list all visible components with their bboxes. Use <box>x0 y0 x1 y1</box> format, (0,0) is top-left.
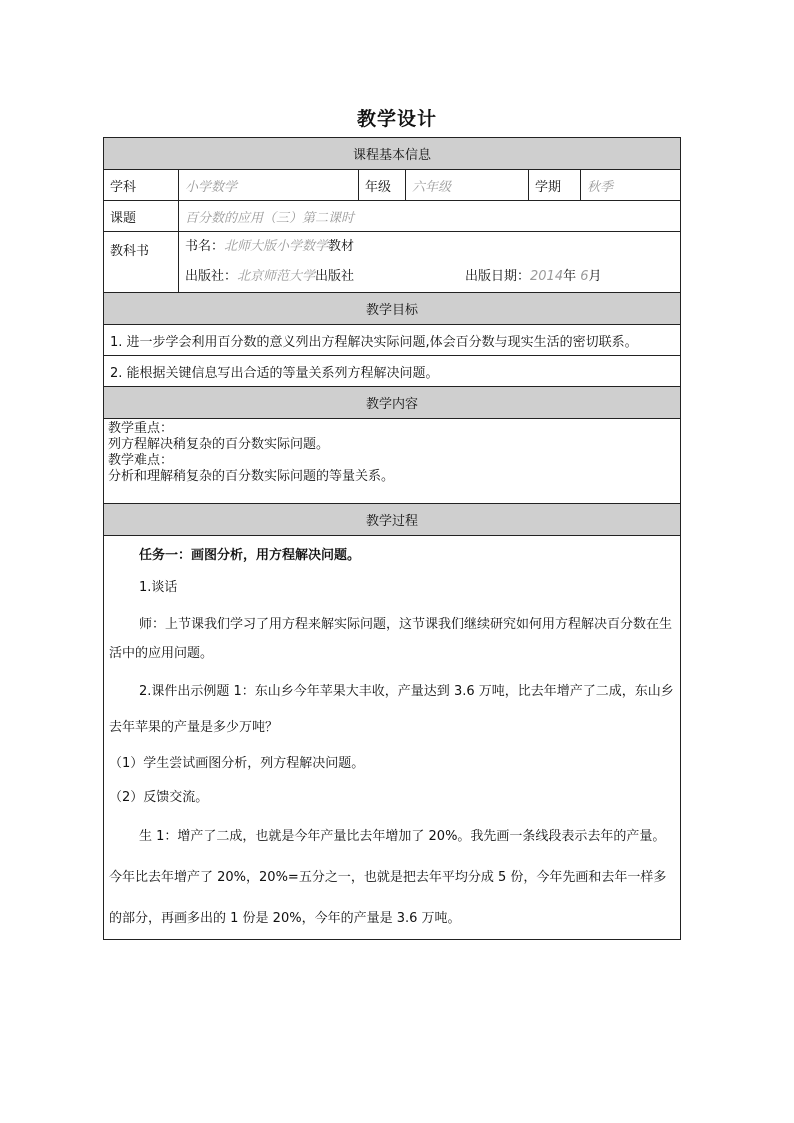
book-name-prefix: 书名： <box>185 239 225 254</box>
textbook-label: 教科书 <box>104 232 179 293</box>
section-header-process: 教学过程 <box>104 504 681 536</box>
book-name-value: 北师大版小学数学 <box>224 239 329 254</box>
sub-step-1: （1）学生尝试画图分析，列方程解决问题。 <box>109 756 365 771</box>
process-cell <box>104 536 681 940</box>
student-1-paragraph: 生 1：增产了二成，也就是今年产量比去年增加了 20%。我先画一条线段表示去年的产量。今年比去年增产了 20%，20%=五分之一，也就是把去年平均分成 5 份，今年先画和去年一样多的部分，再画多出的 1 份是 20%，今年的产量是 3.6 万吨。 <box>109 829 667 926</box>
publisher-line <box>179 262 680 292</box>
lesson-plan-table <box>103 137 681 940</box>
book-name-suffix: 教材 <box>328 239 355 254</box>
pubdate-month-suffix: 月 <box>588 269 602 284</box>
difficulty-text: 分析和理解稍复杂的百分数实际问题的等量关系。 <box>108 469 395 484</box>
difficulty-label: 教学难点： <box>108 453 174 468</box>
publisher-value: 北京师范大学 <box>237 269 316 284</box>
term-value: 秋季 <box>581 170 681 201</box>
key-point-text: 列方程解决稍复杂的百分数实际问题。 <box>108 437 330 452</box>
key-point-label: 教学重点： <box>108 421 174 436</box>
term-label: 学期 <box>529 170 581 201</box>
section-header-goals: 教学目标 <box>104 293 681 325</box>
section-header-content: 教学内容 <box>104 387 681 419</box>
goal-item-1: 1. 进一步学会利用百分数的意义列出方程解决实际问题,体会百分数与现实生活的密切联系。 <box>104 325 681 356</box>
subject-value: 小学数学 <box>179 170 359 201</box>
book-name-line <box>179 232 680 262</box>
content-cell <box>104 419 681 504</box>
publish-date <box>465 262 602 292</box>
topic-value: 百分数的应用（三）第二课时 <box>179 201 681 232</box>
task-1-heading: 任务一：画图分析，用方程解决问题。 <box>139 548 361 563</box>
grade-value: 六年级 <box>406 170 529 201</box>
publisher-prefix: 出版社： <box>185 269 238 284</box>
publisher-suffix: 出版社 <box>315 269 355 284</box>
document-title: 教学设计 <box>356 108 437 130</box>
textbook-info <box>179 232 681 293</box>
subject-label: 学科 <box>104 170 179 201</box>
pubdate-month: 6 <box>580 269 589 284</box>
sub-step-2: （2）反馈交流。 <box>109 790 209 805</box>
pubdate-prefix: 出版日期： <box>465 269 531 284</box>
goal-item-2: 2. 能根据关键信息写出合适的等量关系列方程解决问题。 <box>104 356 681 387</box>
step-2: 2.课件出示例题 1：东山乡今年苹果大丰收，产量达到 3.6 万吨，比去年增产了二成，东山乡去年苹果的产量是多少万吨？ <box>109 684 674 735</box>
pubdate-year-suffix: 年 <box>563 269 577 284</box>
pubdate-year: 2014 <box>530 269 564 284</box>
teacher-paragraph: 师：上节课我们学习了用方程来解实际问题，这节课我们继续研究如何用方程解决百分数在生活中的应用问题。 <box>109 617 673 661</box>
section-header-basic-info: 课程基本信息 <box>104 138 681 170</box>
grade-label: 年级 <box>359 170 406 201</box>
step-1: 1.谈话 <box>139 580 178 595</box>
topic-label: 课题 <box>104 201 179 232</box>
